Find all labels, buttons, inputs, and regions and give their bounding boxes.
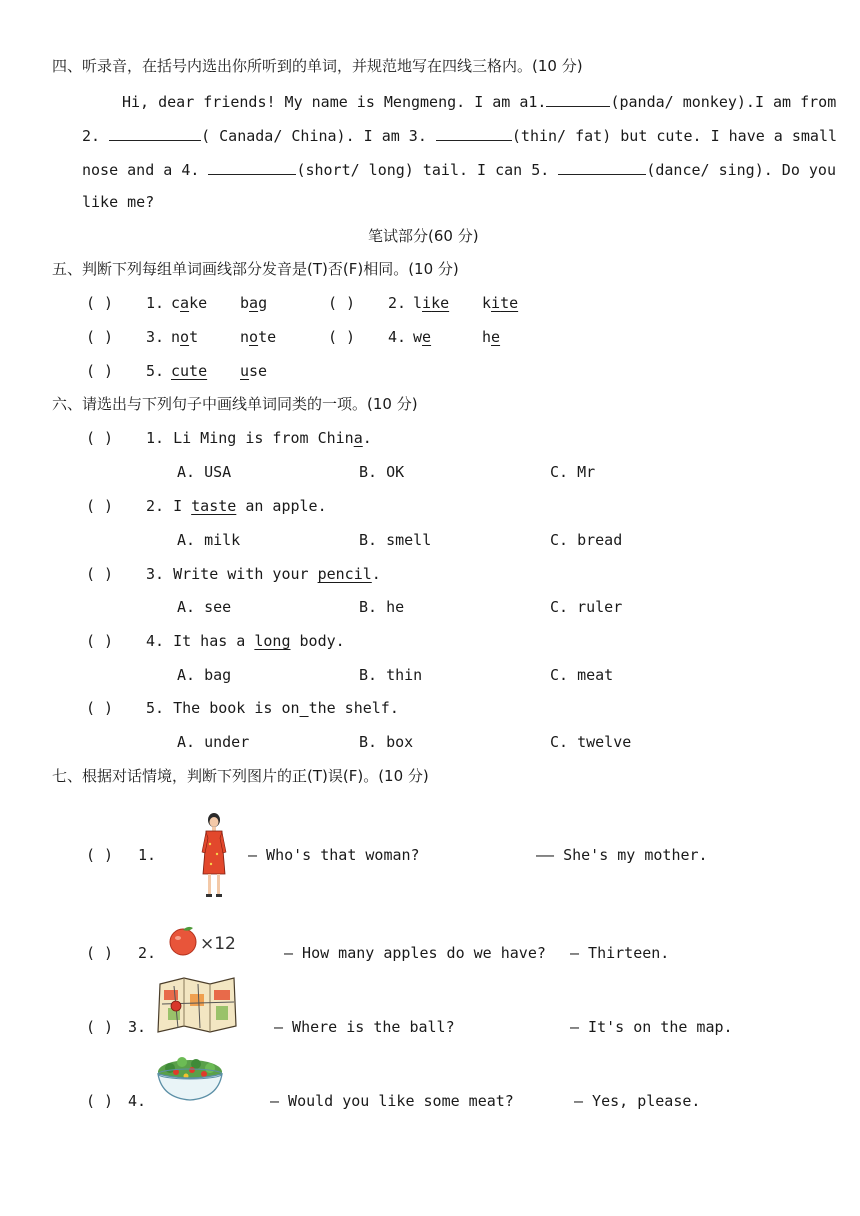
s6-q2-sentence: 2. I taste an apple. [146, 497, 327, 515]
s6-q1-sentence: 1. Li Ming is from China. [146, 429, 372, 447]
map-picture [154, 976, 240, 1034]
s5-item5-num: 5. [146, 362, 165, 380]
s6-q4-option-b[interactable]: B. thin [359, 666, 423, 684]
s6-q1-option-a[interactable]: A. USA [177, 463, 232, 481]
apple-count-label: ×12 [200, 934, 236, 954]
s6-q5-sentence: 5. The book is on the shelf. [146, 699, 399, 717]
answer-paren[interactable]: ( ) [86, 632, 114, 650]
s5-item3-word-a: not [171, 328, 199, 346]
s4-line4: like me? [82, 193, 155, 211]
s6-q4-sentence: 4. It has a long body. [146, 632, 345, 650]
s6-q1-option-b[interactable]: B. OK [359, 463, 405, 481]
s5-item4-word-b: he [482, 328, 501, 346]
s7-row4-num: 4. [128, 1092, 147, 1110]
answer-blank-5[interactable] [558, 158, 646, 175]
s6-q2-option-c[interactable]: C. bread [550, 531, 623, 549]
s5-item2-num: 2. [388, 294, 407, 312]
s5-item5-word-a: cute [171, 362, 208, 380]
written-part-title: 笔试部分(60 分) [368, 227, 479, 245]
s7-row3-num: 3. [128, 1018, 147, 1036]
s7-row2-num: 2. [138, 944, 157, 962]
answer-paren[interactable]: ( ) [86, 1018, 114, 1036]
s6-q3-option-b[interactable]: B. he [359, 598, 405, 616]
s6-q3-sentence: 3. Write with your pencil. [146, 565, 381, 583]
answer-paren[interactable]: ( ) [86, 699, 114, 717]
s4-line2-text: ( Canada/ China). I am 3. [201, 127, 427, 145]
s7-row3-question: — Where is the ball? [274, 1018, 455, 1036]
s6-q1-option-c[interactable]: C. Mr [550, 463, 596, 481]
s5-item3-num: 3. [146, 328, 165, 346]
s4-line3-end: (dance/ sing). Do you [646, 161, 836, 179]
s4-line1 [122, 90, 836, 112]
s6-q5-option-b[interactable]: B. box [359, 733, 414, 751]
s7-row1-answer: —— She's my mother. [536, 846, 708, 864]
answer-paren[interactable]: ( ) [328, 328, 356, 346]
s7-row1-num: 1. [138, 846, 157, 864]
s6-q3-option-a[interactable]: A. see [177, 598, 232, 616]
s7-row3-answer: — It's on the map. [570, 1018, 733, 1036]
s6-q2-option-a[interactable]: A. milk [177, 531, 241, 549]
s6-q2-option-b[interactable]: B. smell [359, 531, 432, 549]
s6-q5-option-c[interactable]: C. twelve [550, 733, 632, 751]
answer-paren[interactable]: ( ) [86, 328, 114, 346]
s4-line1-text: Hi, dear friends! My name is Mengmeng. I am a1. [122, 93, 547, 111]
section7-heading: 七、根据对话情境，判断下列图片的正(T)误(F)。(10 分) [52, 767, 429, 785]
apple-icon [166, 924, 200, 956]
s7-row4-answer: — Yes, please. [574, 1092, 701, 1110]
s4-line3-options: (short/ long) tail. I can 5. [296, 161, 550, 179]
s7-row2-question: — How many apples do we have? [284, 944, 546, 962]
answer-blank-1[interactable] [546, 90, 610, 107]
answer-paren[interactable]: ( ) [86, 294, 114, 312]
answer-paren[interactable]: ( ) [86, 497, 114, 515]
s4-line2 [82, 124, 837, 146]
s5-item1-num: 1. [146, 294, 165, 312]
s7-row1-question: — Who's that woman? [248, 846, 420, 864]
s6-q4-option-c[interactable]: C. meat [550, 666, 614, 684]
s7-row4-question: — Would you like some meat? [270, 1092, 514, 1110]
answer-blank-4[interactable] [208, 158, 296, 175]
woman-picture [196, 810, 232, 900]
s7-row2-answer: — Thirteen. [570, 944, 670, 962]
s5-item3-word-b: note [240, 328, 277, 346]
s6-q4-option-a[interactable]: A. bag [177, 666, 232, 684]
s6-q3-option-c[interactable]: C. ruler [550, 598, 623, 616]
s4-line2-num: 2. [82, 127, 101, 145]
answer-blank-2[interactable] [109, 124, 201, 141]
s5-item1-word-b: bag [240, 294, 268, 312]
answer-paren[interactable]: ( ) [86, 944, 114, 962]
answer-paren[interactable]: ( ) [328, 294, 356, 312]
s6-q5-option-a[interactable]: A. under [177, 733, 250, 751]
answer-blank-3[interactable] [436, 124, 512, 141]
s4-line3 [82, 158, 836, 180]
s5-item4-num: 4. [388, 328, 407, 346]
answer-paren[interactable]: ( ) [86, 846, 114, 864]
answer-paren[interactable]: ( ) [86, 362, 114, 380]
answer-paren[interactable]: ( ) [86, 429, 114, 447]
s4-line3-text: nose and a 4. [82, 161, 200, 179]
section4-heading: 四、听录音，在括号内选出你所听到的单词，并规范地写在四线三格内。(10 分) [52, 57, 583, 75]
s4-line1-options: (panda/ monkey).I am from [610, 93, 837, 111]
section5-heading: 五、判断下列每组单词画线部分发音是(T)否(F)相同。(10 分) [52, 260, 459, 278]
answer-paren[interactable]: ( ) [86, 1092, 114, 1110]
s4-line2-options: (thin/ fat) but cute. I have a small [511, 127, 838, 145]
s5-item1-word-a: cake [171, 294, 208, 312]
s5-item2-word-a: like [413, 294, 450, 312]
s5-item5-word-b: use [240, 362, 268, 380]
s5-item2-word-b: kite [482, 294, 519, 312]
s5-item4-word-a: we [413, 328, 432, 346]
answer-paren[interactable]: ( ) [86, 565, 114, 583]
section6-heading: 六、请选出与下列句子中画线单词同类的一项。(10 分) [52, 395, 418, 413]
salad-bowl-picture [154, 1052, 226, 1106]
